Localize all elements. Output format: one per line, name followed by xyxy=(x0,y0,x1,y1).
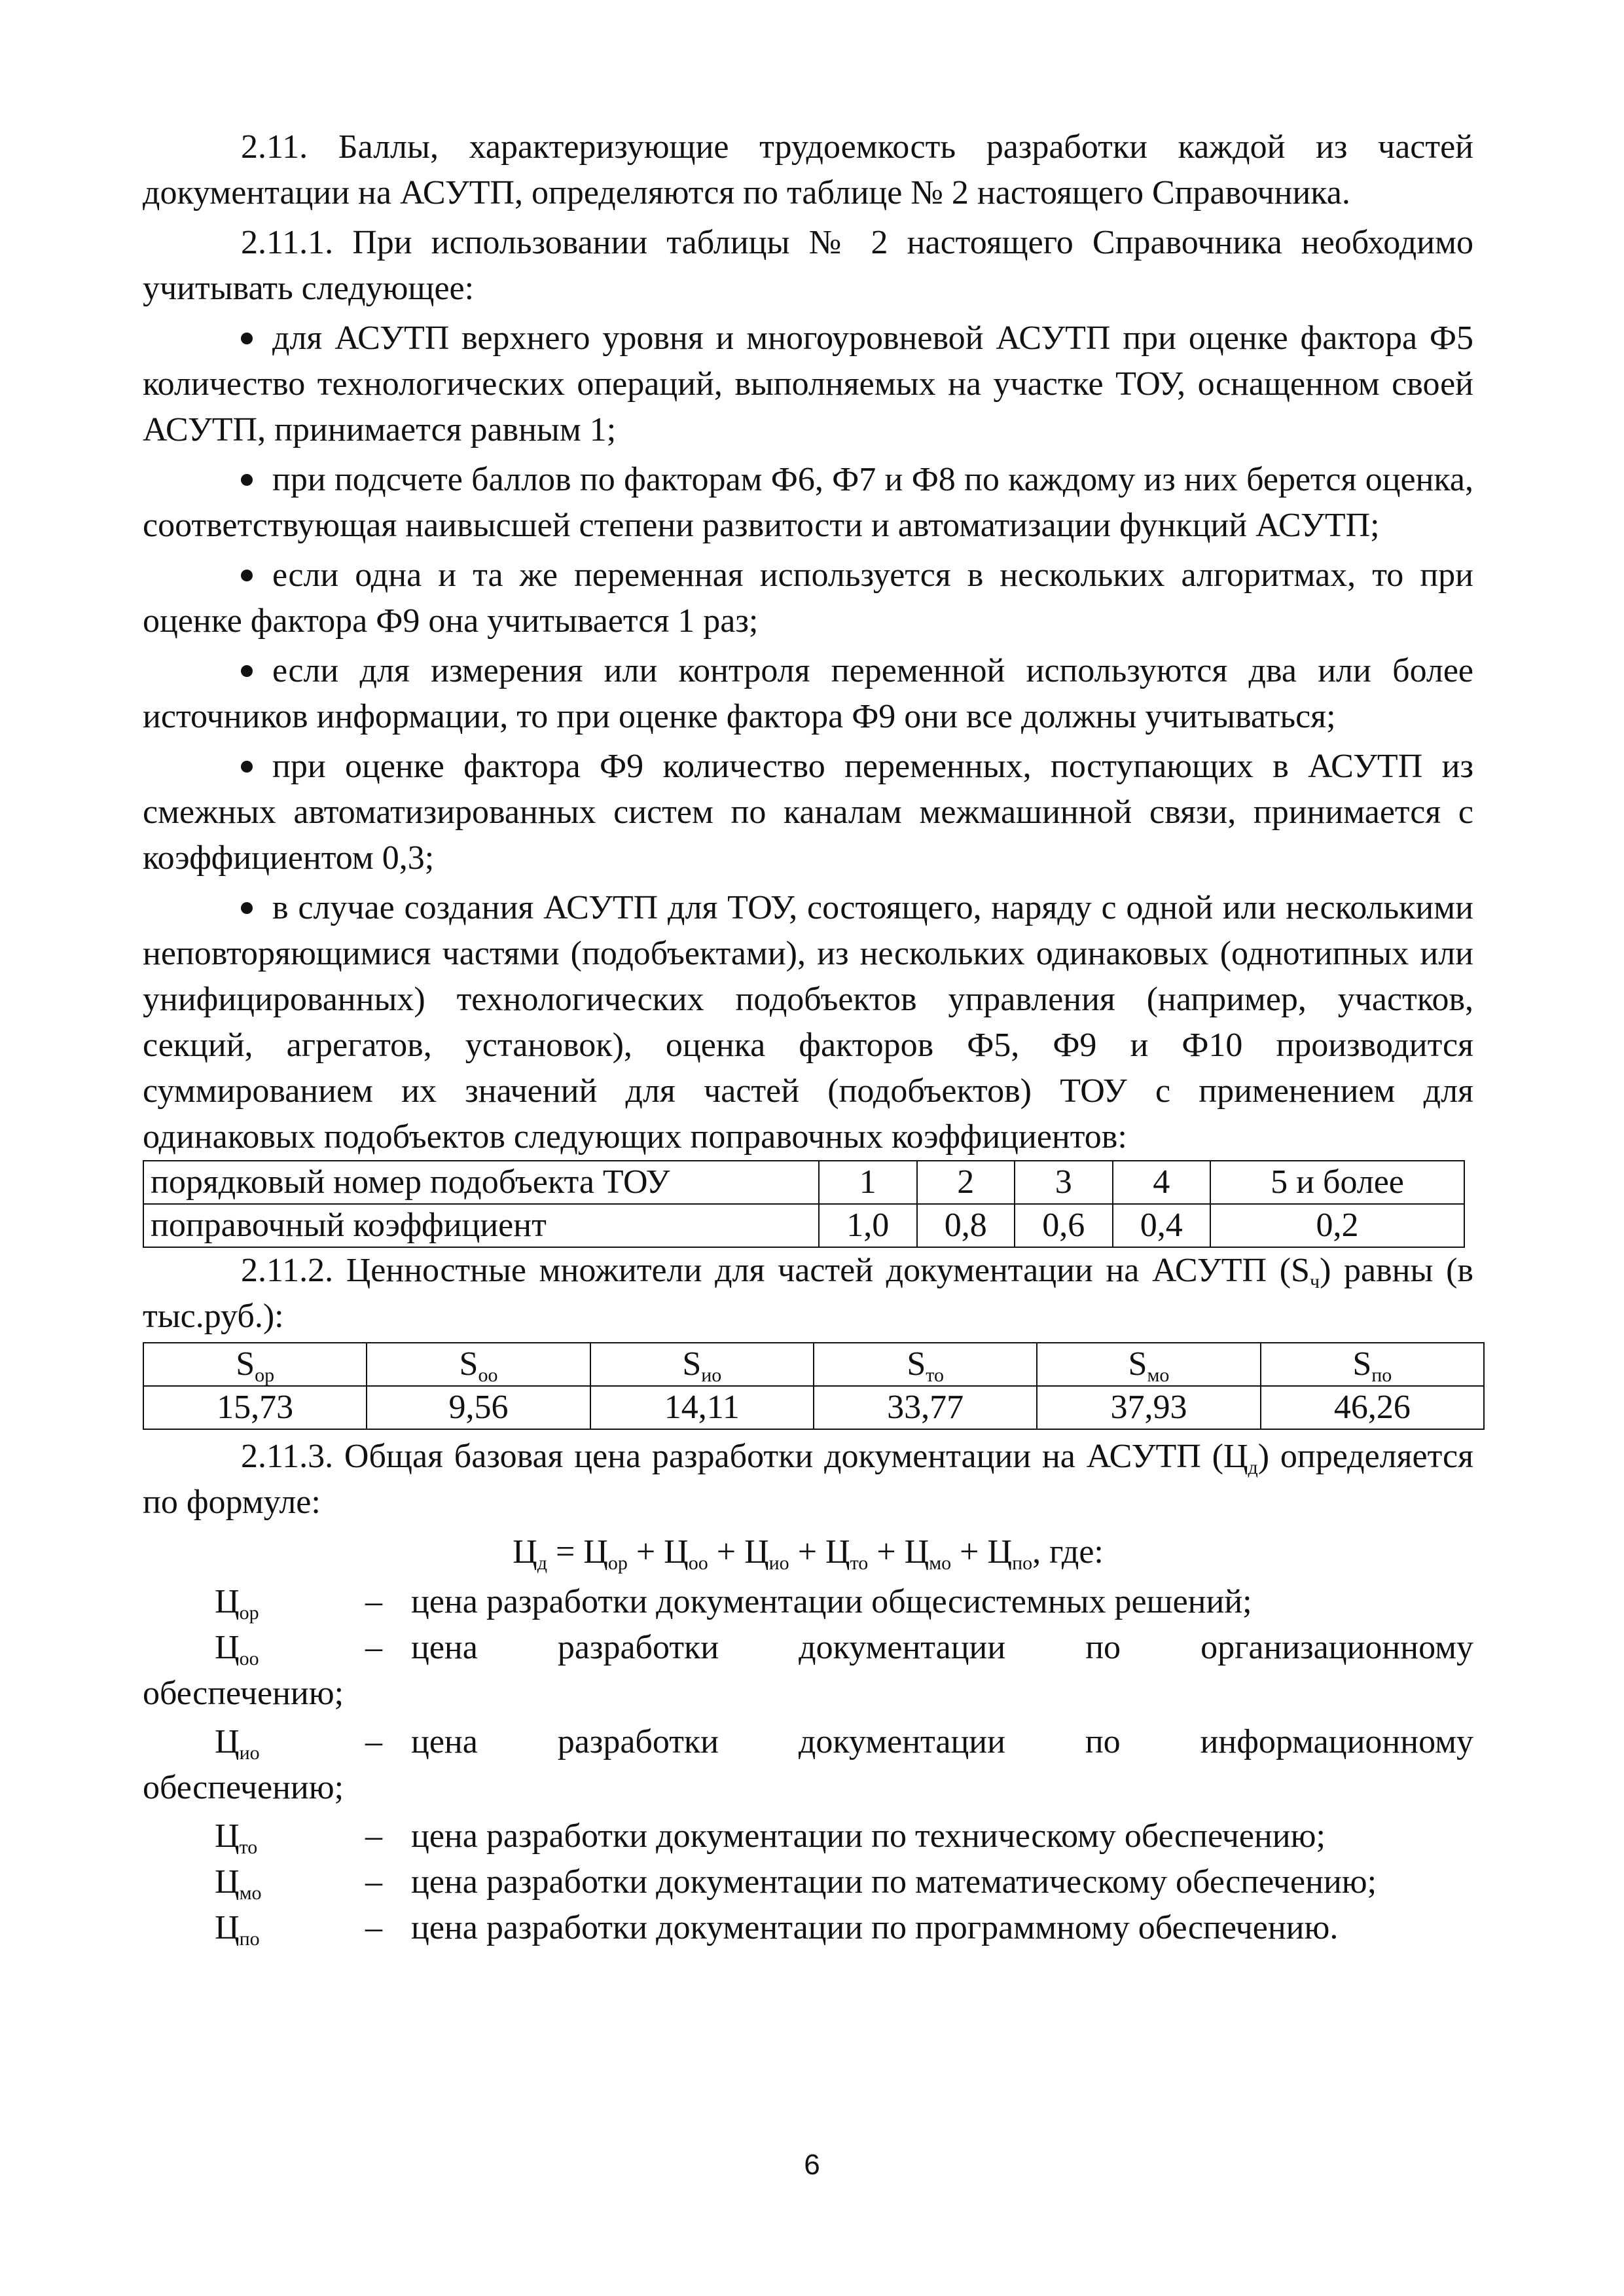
table-header-cell: $S_{оо}$ xyxy=(367,1343,590,1386)
table-cell: 1,0 xyxy=(819,1204,917,1247)
table-row xyxy=(143,1386,1484,1429)
table-header-cell: $S_{то}$ xyxy=(814,1343,1037,1386)
table-cell: 0,8 xyxy=(917,1204,1015,1247)
table-header-cell: $S_{мо}$ xyxy=(1037,1343,1260,1386)
table-cell: 3 xyxy=(1015,1161,1113,1204)
correction-coefficient-table xyxy=(143,1160,1465,1248)
table-cell: 37,93 xyxy=(1037,1386,1260,1429)
bullet-icon xyxy=(241,570,253,581)
table-cell: 4 xyxy=(1113,1161,1211,1204)
definition-item: $Ц_{то}$ – цена разработки документации по техническому обеспечению; xyxy=(215,1817,1326,1858)
definition-continuation: обеспечению; xyxy=(143,1769,344,1806)
table-cell: 2 xyxy=(917,1161,1015,1204)
table-cell: 14,11 xyxy=(590,1386,814,1429)
paragraph-2-11-1: 2.11.1. При использовании таблицы № 2 настоящего Справочника необходимо учитывать следующее: xyxy=(143,224,1473,307)
bullet-item: в случае создания АСУТП для ТОУ, состоящего, наряду с одной или несколькими неповторяющимися частями (подобъектами), из нескольких одинаковых (однотипных или унифицированных) технологических подобъектов управления (например, участков, секций, агрегатов, установок), оценка факторов Ф5, Ф9 и Ф10 производится суммированием их значений для частей (подобъектов) ТОУ с применением для одинаковых подобъектов следующих поправочных коэффициентов: xyxy=(143,889,1473,1156)
table-header-cell: $S_{по}$ xyxy=(1261,1343,1484,1386)
definition-item: $Ц_{ор}$ – цена разработки документации общесистемных решений; xyxy=(215,1583,1252,1624)
table-header-row xyxy=(143,1343,1484,1386)
table-cell: 0,6 xyxy=(1015,1204,1113,1247)
table-row xyxy=(143,1161,1464,1204)
definition-continuation: обеспечению; xyxy=(143,1675,344,1712)
definition-item: $Ц_{оо}$ – цена разработки документации по организационному xyxy=(215,1629,1473,1669)
bullet-item: если для измерения или контроля переменной используются два или более источников информации, то при оценке фактора Ф9 они все должны учитываться; xyxy=(143,652,1473,735)
table-header-cell: $S_{ио}$ xyxy=(590,1343,814,1386)
definition-item: $Ц_{по}$ – цена разработки документации по программному обеспечению. xyxy=(215,1909,1339,1950)
table-cell: 15,73 xyxy=(143,1386,367,1429)
paragraph-2-11-2: 2.11.2. Ценностные множители для частей документации на АСУТП $(S_ч)$ равны (в тыс.руб.): xyxy=(143,1252,1473,1335)
table-header-cell: $S_{ор}$ xyxy=(143,1343,367,1386)
table-cell: 33,77 xyxy=(814,1386,1037,1429)
price-formula: $Ц_д = Ц_{ор} + Ц_{оо} + Ц_{ио} + Ц_{то} + Ц_{мо} + Ц_{по}$, где: xyxy=(513,1533,1104,1574)
bullet-icon xyxy=(241,761,253,773)
table-cell: 0,4 xyxy=(1113,1204,1211,1247)
bullet-item: при подсчете баллов по факторам Ф6, Ф7 и Ф8 по каждому из них берется оценка, соответствующая наивысшей степени развитости и автоматизации функций АСУТП; xyxy=(143,461,1473,544)
bullet-icon xyxy=(241,333,253,344)
page-number: 6 xyxy=(804,2149,820,2181)
table-cell: 1 xyxy=(819,1161,917,1204)
bullet-icon xyxy=(241,474,253,486)
table-cell: поправочный коэффициент xyxy=(143,1204,819,1247)
table-cell: 46,26 xyxy=(1261,1386,1484,1429)
table-cell: 9,56 xyxy=(367,1386,590,1429)
bullet-icon xyxy=(241,902,253,914)
definition-item: $Ц_{мо}$ – цена разработки документации по математическому обеспечению; xyxy=(215,1863,1377,1904)
table-cell: 0,2 xyxy=(1210,1204,1464,1247)
table-cell: порядковый номер подобъекта ТОУ xyxy=(143,1161,819,1204)
definition-item: $Ц_{ио}$ – цена разработки документации по информационному xyxy=(215,1723,1473,1764)
table-cell: 5 и более xyxy=(1210,1161,1464,1204)
bullet-item: при оценке фактора Ф9 количество переменных, поступающих в АСУТП из смежных автоматизированных систем по каналам межмашинной связи, принимается с коэффициентом 0,3; xyxy=(143,748,1473,877)
value-multiplier-table xyxy=(143,1342,1485,1430)
paragraph-2-11-3: 2.11.3. Общая базовая цена разработки документации на АСУТП $(Ц_д)$ определяется по формуле: xyxy=(143,1438,1473,1521)
bullet-item: для АСУТП верхнего уровня и многоуровневой АСУТП при оценке фактора Ф5 количество технологических операций, выполняемых на участке ТОУ, оснащенном своей АСУТП, принимается равным 1; xyxy=(143,319,1473,448)
bullet-item: если одна и та же переменная используется в нескольких алгоритмах, то при оценке фактора Ф9 она учитывается 1 раз; xyxy=(143,556,1473,640)
paragraph-2-11: 2.11. Баллы, характеризующие трудоемкость разработки каждой из частей документации на АСУТП, определяются по таблице № 2 настоящего Справочника. xyxy=(143,128,1473,211)
bullet-icon xyxy=(241,665,253,677)
table-row xyxy=(143,1204,1464,1247)
